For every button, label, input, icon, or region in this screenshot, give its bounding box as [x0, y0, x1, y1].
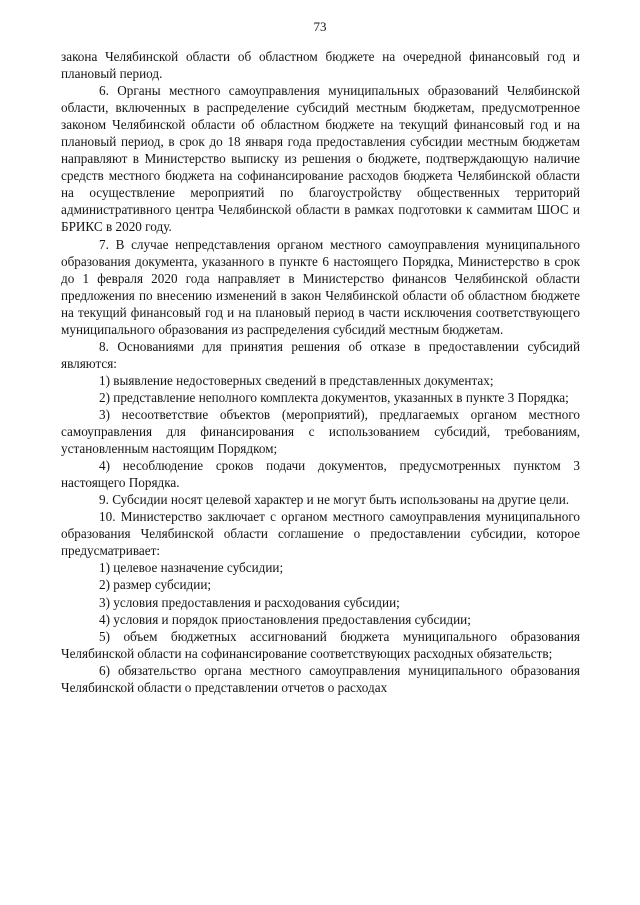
- paragraph: 7. В случае непредставления органом местного самоуправления муниципального образования документа, указанного в пункте 6 настоящего Порядка, Министерство в срок до 1 февраля 2020 года направляет в Министерство финансов Челябинской области предложения по внесению изменений в закон Челябинской области об областном бюджете на текущий финансовый год и на плановый период в части исключения соответствующего муниципального образования из распределения субсидий местным бюджетам.: [61, 236, 580, 337]
- document-body: [61, 48, 580, 696]
- paragraph: 1) целевое назначение субсидии;: [99, 560, 284, 576]
- paragraph: 2) размер субсидии;: [99, 577, 212, 593]
- paragraph: 2) представление неполного комплекта документов, указанных в пункте 3 Порядка;: [99, 389, 569, 405]
- paragraph: 10. Министерство заключает с органом местного самоуправления муниципального образования Челябинской области соглашение о предоставлении субсидии, которое предусматривает:: [61, 509, 580, 559]
- paragraph: 9. Субсидии носят целевой характер и не могут быть использованы на другие цели.: [99, 492, 570, 508]
- paragraph: 4) условия и порядок приостановления предоставления субсидии;: [99, 611, 471, 627]
- paragraph: закона Челябинской области об областном бюджете на очередной финансовый год и плановый период.: [61, 49, 580, 82]
- paragraph: 1) выявление недостоверных сведений в представленных документах;: [99, 372, 494, 388]
- paragraph: 5) объем бюджетных ассигнований бюджета муниципального образования Челябинской области на софинансирование соответствующих расходных обязательств;: [61, 628, 580, 661]
- paragraph: 4) несоблюдение сроков подачи документов, предусмотренных пунктом 3 настоящего Порядка.: [61, 458, 580, 491]
- paragraph: 6. Органы местного самоуправления муниципальных образований Челябинской области, включенных в распределение субсидий местным бюджетам, предусмотренное законом Челябинской области об областном бюджете на текущий финансовый год и на плановый период, в срок до 18 января года предоставления субсидии местным бюджетам направляют в Министерство выписку из решения о бюджете, подтверждающую наличие средств местного бюджета на софинансирование расходов бюджета Челябинской области на осуществление мероприятий по благоустройству общественных территорий административного центра Челябинской области в рамках подготовки к саммитам ШОС и БРИКС в 2020 году.: [61, 83, 580, 235]
- paragraph: 3) условия предоставления и расходования субсидии;: [99, 594, 400, 610]
- page-number: 73: [313, 19, 327, 34]
- paragraph: 3) несоответствие объектов (мероприятий), предлагаемых органом местного самоуправления для финансирования с использованием субсидий, требованиям, установленным настоящим Порядком;: [61, 406, 580, 457]
- paragraph: 8. Основаниями для принятия решения об отказе в предоставлении субсидий являются:: [61, 338, 580, 371]
- paragraph: 6) обязательство органа местного самоуправления муниципального образования Челябинской области о представлении отчетов о расходах: [61, 662, 580, 695]
